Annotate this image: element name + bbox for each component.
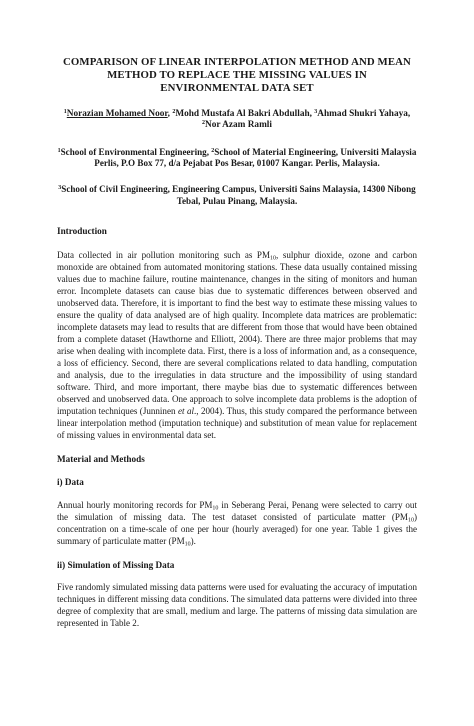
- simulation-subheading: ii) Simulation of Missing Data: [57, 560, 175, 571]
- intro-text-2: , sulphur dioxide, ozone and carbon monoxide are obtained from automated monitoring stations. These data usually contained missing values due to machine failure, routine maintenance, changes in the siting of monitors and human error. Incomplete datasets can cause bias due to systematic differences between observed and unobserved data. Therefore, it is important to find the best way to estimate these missing values to ensure the quality of data analysed are of high quality. Incomplete data matrices are problematic: incomplete datasets may lead to results that are different from those that would have been obtained from a complete dataset (Hawthorne and Elliott, 2004). There are three major problems that may arise when dealing with incomplete data. First, there is a loss of information and, as a consequence, a loss of efficiency. Second, there are several complications related to data handling, computation and analysis, due to the irregulaties in data structure and the impossibility of using standard software. Third, and more important, there maybe bias due to systematic differences between observed and unobserved data. One approach to solve incomplete data problems is the adoption of imputation techniques (Junninen: [57, 250, 417, 417]
- data-text-4: ).: [190, 536, 196, 547]
- affiliation-2-text: School of Civil Engineering, Engineering Campus, Universiti Sains Malaysia, 14300 Nibong Tebal, Pulau Pinang, Malaysia.: [61, 183, 416, 206]
- author-1: Norazian Mohamed Noor: [66, 108, 168, 119]
- intro-et-al: et al: [177, 406, 194, 417]
- affiliation-3-sup: 3: [58, 184, 62, 191]
- affiliation-1-sup: 1: [57, 147, 61, 154]
- author-3: Ahmad Shukri Yahaya,: [317, 108, 411, 119]
- author-2-sup: 2: [172, 108, 176, 115]
- intro-text-1: Data collected in air pollution monitoring such as PM: [57, 250, 271, 261]
- affiliation-2: [57, 184, 417, 207]
- data-text-1: Annual hourly monitoring records for PM: [57, 500, 213, 511]
- data-paragraph: [57, 499, 417, 547]
- data-subheading: i) Data: [57, 477, 84, 488]
- data-text-3: ) concentration on a time-scale of one per hour (hourly averaged) for one year. Table 1 gives the summary of particulate matter (PM: [57, 512, 417, 547]
- data-text-2: in Seberang Perai, Penang were selected to carry out the simulation of missing data. The test dataset consisted of particulate matter (PM: [57, 500, 417, 523]
- simulation-paragraph: Five randomly simulated missing data patterns were used for evaluating the accuracy of imputation techniques in different missing data conditions. The simulated data patterns were divided into three degree of complexity that are small, medium and large. The patterns of missing data simulation are represented in Table 2.: [57, 582, 417, 629]
- intro-subscript-pm10: 10: [270, 255, 277, 262]
- affiliation-2-sup: 2: [211, 147, 215, 154]
- affiliation-1-text-b: School of Material Engineering, Universiti Malaysia Perlis, P.O Box 77, d/a Pejabat Pos Besar, 01007 Kangar. Perlis, Malaysia.: [94, 146, 417, 169]
- affiliation-1-text-a: School of Environmental Engineering,: [60, 146, 210, 157]
- data-subscript-2: 10: [407, 517, 414, 524]
- data-subscript-3: 10: [184, 541, 191, 548]
- author-3-sup: 3: [314, 108, 318, 115]
- intro-text-3: ., 2004). Thus, this study compared the performance between linear interpolation method (imputation technique) and substitution of mean value for replacement of missing values in environmental data set.: [57, 406, 417, 441]
- data-subscript-1: 10: [212, 505, 219, 512]
- author-1-comma: ,: [167, 108, 173, 119]
- affiliation-1: [57, 147, 417, 170]
- paper-page: [0, 56, 474, 726]
- introduction-paragraph: [57, 249, 417, 441]
- author-1-sup: 1: [63, 108, 67, 115]
- author-list: [57, 109, 417, 132]
- methods-heading: Material and Methods: [57, 454, 145, 465]
- paper-title: COMPARISON OF LINEAR INTERPOLATION METHOD AND MEAN METHOD TO REPLACE THE MISSING VALUES IN ENVIRONMENTAL DATA SET: [63, 56, 411, 95]
- author-2: Mohd Mustafa Al Bakri Abdullah,: [175, 108, 312, 119]
- introduction-heading: Introduction: [57, 226, 107, 237]
- author-4-sup: 2: [202, 120, 206, 127]
- author-4: Nor Azam Ramli: [205, 120, 272, 131]
